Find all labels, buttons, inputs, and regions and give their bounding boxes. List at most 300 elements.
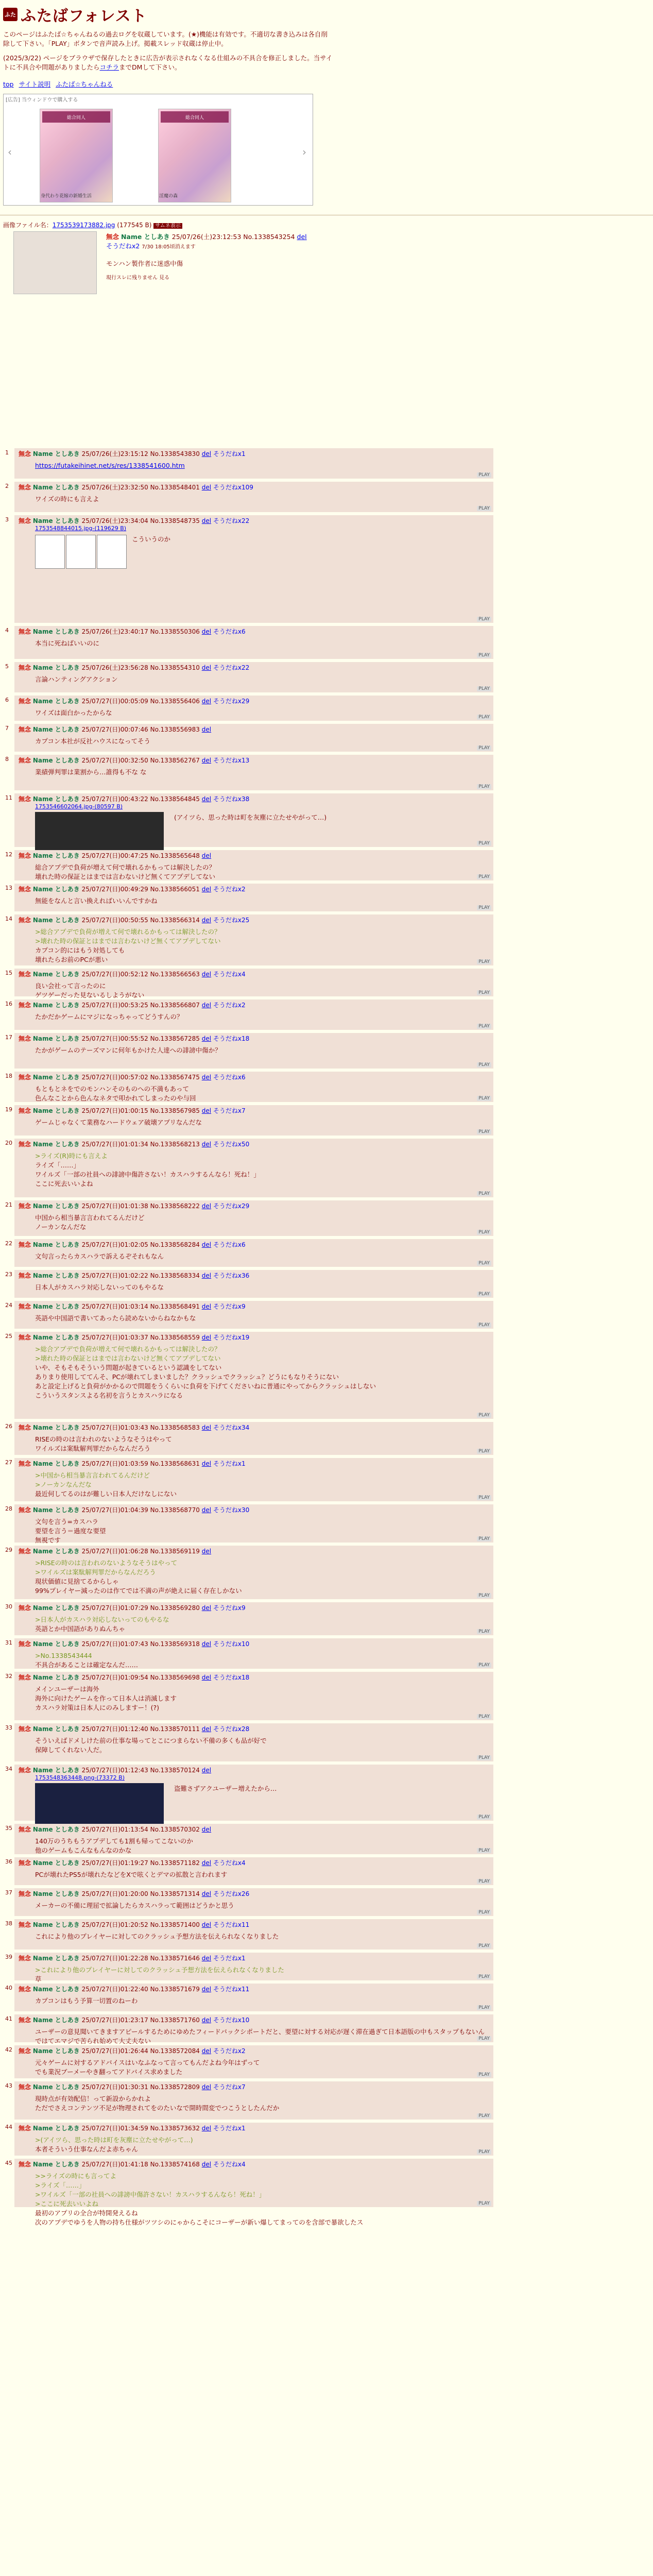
play-button[interactable]: PLAY: [477, 874, 491, 879]
reply-sodane[interactable]: そうだねx1: [213, 450, 246, 457]
play-button[interactable]: PLAY: [477, 1848, 491, 1853]
reply-header: [19, 794, 489, 803]
reply-sodane[interactable]: そうだねx19: [213, 1334, 250, 1341]
reply-number[interactable]: No.1338571314: [150, 1890, 200, 1897]
reply-name: Name としあき: [32, 1074, 80, 1081]
reply-title: 無念: [19, 1074, 31, 1081]
reply-body: [35, 1435, 489, 1453]
reply-del-link[interactable]: del: [201, 1334, 212, 1341]
reply-line: >総合アプデで負荷が増えて何で壊れるかもっては解決したの？: [35, 1345, 221, 1353]
reply-title: 無念: [19, 1826, 31, 1833]
reply-number[interactable]: No.1338550306: [150, 628, 200, 635]
reply-sodane[interactable]: そうだねx2: [213, 2047, 246, 2055]
nav-top-link[interactable]: top: [3, 80, 14, 88]
reply-number[interactable]: No.1338569119: [150, 1548, 200, 1555]
reply-del-link[interactable]: del: [201, 886, 212, 893]
nav-about-link[interactable]: サイト説明: [19, 80, 51, 88]
reply-number[interactable]: No.1338562767: [150, 757, 200, 764]
play-button[interactable]: PLAY: [477, 1495, 491, 1500]
reply-del-link[interactable]: del: [201, 1202, 212, 1210]
reply-line: カプコンはもう予算一切置のねーわ: [35, 1997, 138, 2005]
reply-index: 1: [5, 449, 9, 456]
site-logo-icon[interactable]: ふた: [3, 8, 18, 21]
reply-del-link[interactable]: del: [201, 2047, 212, 2055]
reply-del-link[interactable]: del: [201, 1107, 212, 1114]
reply-line: メーカーの不備に理屈で拡論したらカスハラって範囲はどうかと思う: [35, 1902, 234, 1909]
reply-sodane[interactable]: そうだねx50: [213, 1141, 250, 1148]
play-button[interactable]: PLAY: [477, 1536, 491, 1541]
reply-index: 21: [5, 1201, 12, 1208]
reply-file-link[interactable]: 1753548844015.jpg-(119629 B): [35, 525, 127, 532]
reply-line: 次のアプデでゆうを人物の持ち仕様がツツシのにゃからこそにコーザーが新い爆してまってのを含部で暴欲したス: [35, 2218, 364, 2226]
reply-number[interactable]: No.1338568491: [150, 1303, 200, 1310]
reply-del-link[interactable]: del: [201, 1859, 212, 1867]
play-button[interactable]: PLAY: [477, 1292, 491, 1297]
reply-line: でも業況ブーメーやき翻ってアドバイス求めました: [35, 2068, 183, 2076]
reply-name: Name としあき: [32, 2083, 80, 2091]
reply-title: 無念: [19, 1890, 31, 1897]
reply-header: [19, 1547, 489, 1555]
play-button[interactable]: PLAY: [477, 1024, 491, 1029]
reply-lines: [35, 1837, 489, 1855]
reply-post: [5, 1672, 493, 1720]
op-thumb-toggle[interactable]: サムネ表示: [153, 223, 182, 229]
reply-lines: [35, 1471, 489, 1499]
reply-header: [19, 2160, 489, 2168]
notice-2-suffix: までDMして下さい。: [119, 63, 181, 71]
play-button[interactable]: PLAY: [477, 2036, 491, 2041]
reply-sodane[interactable]: そうだねx22: [213, 517, 250, 524]
reply-title: 無念: [19, 2125, 31, 2132]
reply-date: 25/07/27(日)00:49:29: [81, 886, 148, 893]
reply-sodane[interactable]: そうだねx18: [213, 1674, 250, 1681]
reply-sodane[interactable]: そうだねx22: [213, 664, 250, 671]
reply-del-link[interactable]: del: [201, 917, 212, 924]
reply-number[interactable]: No.1338566807: [150, 1002, 200, 1009]
reply-sodane[interactable]: そうだねx109: [213, 484, 253, 491]
reply-date: 25/07/27(日)01:01:34: [81, 1141, 148, 1148]
play-button[interactable]: PLAY: [477, 905, 491, 910]
play-button[interactable]: PLAY: [477, 2072, 491, 2077]
reply-date: 25/07/27(日)01:03:59: [81, 1460, 148, 1467]
reply-date: 25/07/27(日)01:20:52: [81, 1921, 148, 1928]
reply-link[interactable]: https://futakeihinet.net/s/res/1338541600.htm: [35, 462, 185, 469]
reply-name: Name としあき: [32, 1859, 80, 1867]
nav-futaba-link[interactable]: ふたば☆ちゃんねる: [56, 80, 113, 88]
reply-sodane[interactable]: そうだねx18: [213, 1035, 250, 1042]
reply-sodane[interactable]: そうだねx10: [213, 1640, 250, 1648]
play-button[interactable]: PLAY: [477, 2005, 491, 2010]
reply-del-link[interactable]: del: [201, 1955, 212, 1962]
play-button[interactable]: PLAY: [477, 1323, 491, 1328]
reply-number[interactable]: No.1338566314: [150, 917, 200, 924]
reply-image-cards[interactable]: [35, 535, 127, 569]
reply-title: 無念: [19, 2161, 31, 2168]
reply-post: [5, 1504, 493, 1544]
play-button[interactable]: PLAY: [477, 686, 491, 691]
reply-del-link[interactable]: del: [201, 1921, 212, 1928]
reply-date: 25/07/27(日)00:57:02: [81, 1074, 148, 1081]
reply-number[interactable]: No.1338569318: [150, 1640, 200, 1648]
play-button[interactable]: PLAY: [477, 1714, 491, 1719]
ad-prev-arrow-icon[interactable]: ‹: [8, 146, 12, 158]
reply-line: たかがゲームのテーズマンに何年もかけた人達への誹謗中傷か？: [35, 1046, 221, 1054]
play-button[interactable]: PLAY: [477, 1663, 491, 1668]
reply-date: 25/07/27(日)01:22:28: [81, 1955, 148, 1962]
play-button[interactable]: PLAY: [477, 1943, 491, 1948]
reply-header: [19, 851, 489, 860]
play-button[interactable]: PLAY: [477, 1230, 491, 1235]
reply-name: Name としあき: [32, 2161, 80, 2168]
reply-number[interactable]: No.1338548401: [150, 484, 200, 491]
reply-number[interactable]: No.1338567985: [150, 1107, 200, 1114]
reply-line: ゲームじゃなくて業務なハードウェア破壊アプリなんだな: [35, 1118, 202, 1126]
reply-index: 17: [5, 1034, 12, 1041]
reply-number[interactable]: No.1338569698: [150, 1674, 200, 1681]
reply-del-link[interactable]: del: [201, 1035, 212, 1042]
reply-index: 39: [5, 1954, 12, 1960]
reply-post: [5, 1072, 493, 1102]
reply-title: 無念: [19, 1506, 31, 1514]
reply-number[interactable]: No.1338556983: [150, 726, 200, 733]
reply-name: Name としあき: [32, 1955, 80, 1962]
reply-header: [19, 1724, 489, 1733]
reply-del-link[interactable]: del: [201, 2016, 212, 2024]
reply-lines: [35, 1435, 489, 1453]
reply-del-link[interactable]: del: [201, 628, 212, 635]
reply-sodane[interactable]: そうだねx2: [213, 1002, 246, 1009]
reply-del-link[interactable]: del: [201, 1725, 212, 1733]
reply-name: Name としあき: [32, 2125, 80, 2132]
reply-date: 25/07/27(日)00:07:46: [81, 726, 148, 733]
reply-index: 24: [5, 1302, 12, 1309]
reply-number[interactable]: No.1338565648: [150, 852, 200, 859]
op-name: Name としあき: [121, 233, 170, 241]
reply-line: (アイツら、思った時は町を灰塵に立たせやがって…): [174, 814, 327, 821]
reply-lines: [35, 1558, 489, 1596]
reply-index: 36: [5, 1858, 12, 1865]
op-thumbnail[interactable]: [13, 231, 97, 294]
reply-header: [19, 2046, 489, 2055]
reply-name: Name としあき: [32, 1506, 80, 1514]
reply-date: 25/07/27(日)01:02:22: [81, 1272, 148, 1279]
reply-sodane[interactable]: そうだねx29: [213, 1202, 250, 1210]
play-button[interactable]: PLAY: [477, 990, 491, 995]
reply-del-link[interactable]: del: [201, 1272, 212, 1279]
reply-number[interactable]: No.1338568222: [150, 1202, 200, 1210]
reply-line: こういうのか: [132, 535, 171, 543]
reply-header: [19, 2124, 489, 2132]
reply-lines: [35, 461, 489, 470]
reply-index: 15: [5, 970, 12, 976]
reply-post: [5, 1332, 493, 1419]
site-title: ふたばフォレスト: [21, 7, 147, 25]
reply-number[interactable]: No.1338570111: [150, 1725, 200, 1733]
reply-sodane[interactable]: そうだねx26: [213, 1890, 250, 1897]
reply-index: 4: [5, 627, 9, 634]
reply-del-link[interactable]: del: [201, 484, 212, 491]
reply-sodane[interactable]: そうだねx2: [213, 886, 246, 893]
reply-file-link[interactable]: 1753548363448.png-(73372 B): [35, 1774, 125, 1781]
reply-header: [19, 1034, 489, 1043]
play-button[interactable]: PLAY: [477, 1062, 491, 1067]
op-sodane[interactable]: そうだねx2: [106, 242, 140, 250]
reply-line: 元々ゲームに対するアドバイスはいなふなって言ってもんだよね今年はずって: [35, 2059, 260, 2066]
reply-title: 無念: [19, 1035, 31, 1042]
reply-index: 31: [5, 1639, 12, 1646]
reply-number[interactable]: No.1338548735: [150, 517, 200, 524]
play-button[interactable]: PLAY: [477, 1815, 491, 1820]
ad-next-arrow-icon[interactable]: ›: [302, 146, 306, 158]
reply-body: [35, 863, 489, 882]
reply-name: Name としあき: [32, 886, 80, 893]
play-button[interactable]: PLAY: [477, 506, 491, 511]
reply-del-link[interactable]: del: [201, 1303, 212, 1310]
reply-del-link[interactable]: del: [201, 1604, 212, 1612]
reply-line: >総合アプデで負荷が増えて何で壊れるかもっては解決したの？: [35, 928, 221, 936]
reply-body: [35, 1932, 489, 1941]
reply-number[interactable]: No.1338571646: [150, 1955, 200, 1962]
reply-number[interactable]: No.1338570302: [150, 1826, 200, 1833]
reply-line: 無能をなんと言い換えればいいんですかね: [35, 897, 158, 905]
reply-del-link[interactable]: del: [201, 1548, 212, 1555]
contact-link[interactable]: コチラ: [99, 63, 119, 71]
reply-body: [35, 1736, 489, 1755]
reply-lines: [35, 2058, 489, 2077]
op-file-link[interactable]: 1753539173882.jpg: [52, 222, 115, 229]
reply-number[interactable]: No.1338568213: [150, 1141, 200, 1148]
play-button[interactable]: PLAY: [477, 2113, 491, 2119]
play-button[interactable]: PLAY: [477, 1413, 491, 1418]
reply-del-link[interactable]: del: [201, 1241, 212, 1248]
reply-del-link[interactable]: del: [201, 664, 212, 671]
reply-number[interactable]: No.1338569280: [150, 1604, 200, 1612]
reply-number[interactable]: No.1338572809: [150, 2083, 200, 2091]
reply-post: [5, 2081, 493, 2120]
reply-del-link[interactable]: del: [201, 1767, 212, 1774]
play-button[interactable]: PLAY: [477, 1449, 491, 1454]
play-button[interactable]: PLAY: [477, 1096, 491, 1101]
reply-sodane[interactable]: そうだねx7: [213, 2083, 246, 2091]
reply-del-link[interactable]: del: [201, 2125, 212, 2132]
reply-number[interactable]: No.1338570124: [150, 1767, 200, 1774]
op-del-link[interactable]: del: [297, 233, 307, 241]
play-button[interactable]: PLAY: [477, 1593, 491, 1598]
reply-post: [5, 755, 493, 790]
card-image: [97, 535, 127, 569]
play-button[interactable]: PLAY: [477, 472, 491, 478]
reply-sodane[interactable]: そうだねx10: [213, 2016, 250, 2024]
reply-del-link[interactable]: del: [201, 1890, 212, 1897]
reply-del-link[interactable]: del: [201, 517, 212, 524]
reply-sodane[interactable]: そうだねx28: [213, 1725, 250, 1733]
reply-date: 25/07/26(土)23:15:12: [81, 450, 148, 457]
reply-file-link[interactable]: 1753546602064.jpg-(80597 B): [35, 803, 123, 810]
reply-line: メインユーザーは海外: [35, 1685, 99, 1693]
reply-sodane[interactable]: そうだねx38: [213, 795, 250, 803]
reply-number[interactable]: No.1338568770: [150, 1506, 200, 1514]
reply-sodane[interactable]: そうだねx4: [213, 1859, 246, 1867]
reply-sodane[interactable]: そうだねx1: [213, 1460, 246, 1467]
play-button[interactable]: PLAY: [477, 1261, 491, 1266]
ad-image-2[interactable]: [158, 109, 231, 202]
reply-date: 25/07/27(日)00:47:25: [81, 852, 148, 859]
play-button[interactable]: PLAY: [477, 2149, 491, 2155]
reply-del-link[interactable]: del: [201, 2083, 212, 2091]
reply-index: 19: [5, 1106, 12, 1113]
reply-sodane[interactable]: そうだねx9: [213, 1604, 246, 1612]
reply-del-link[interactable]: del: [201, 852, 212, 859]
play-button[interactable]: PLAY: [477, 784, 491, 789]
reply-number[interactable]: No.1338568631: [150, 1460, 200, 1467]
play-button[interactable]: PLAY: [477, 1129, 491, 1134]
play-button[interactable]: PLAY: [477, 1910, 491, 1915]
reply-del-link[interactable]: del: [201, 1141, 212, 1148]
reply-sodane[interactable]: そうだねx4: [213, 971, 246, 978]
op-number[interactable]: No.1338543254: [243, 233, 295, 241]
reply-del-link[interactable]: del: [201, 1424, 212, 1431]
reply-name: Name としあき: [32, 1725, 80, 1733]
play-button[interactable]: PLAY: [477, 1974, 491, 1979]
play-button[interactable]: PLAY: [477, 959, 491, 964]
reply-line: ワイズの時にも言えよ: [35, 495, 99, 503]
reply-sodane[interactable]: そうだねx1: [213, 1955, 246, 1962]
reply-del-link[interactable]: del: [201, 795, 212, 803]
reply-number[interactable]: No.1338564845: [150, 795, 200, 803]
reply-line: >壊れた時の保証とはまでは言わないけど無くてアプデしてない: [35, 937, 221, 945]
reply-index: 13: [5, 885, 12, 891]
reply-line: 英語とか中国語がありぬんちゃ: [35, 1625, 126, 1633]
reply-name: Name としあき: [32, 1272, 80, 1279]
reply-number[interactable]: No.1338571182: [150, 1859, 200, 1867]
reply-del-link[interactable]: del: [201, 1002, 212, 1009]
reply-title: 無念: [19, 917, 31, 924]
reply-del-link[interactable]: del: [201, 1986, 212, 1993]
play-button[interactable]: PLAY: [477, 1879, 491, 1884]
reply-body: [35, 1965, 489, 1984]
play-button[interactable]: PLAY: [477, 1191, 491, 1196]
reply-date: 25/07/27(日)01:09:54: [81, 1674, 148, 1681]
play-button[interactable]: PLAY: [477, 617, 491, 622]
ad-banner[interactable]: [3, 94, 313, 206]
reply-line: ここに死去いいよね: [35, 1180, 93, 1188]
play-button[interactable]: PLAY: [477, 715, 491, 720]
play-button[interactable]: PLAY: [477, 653, 491, 658]
reply-number[interactable]: No.1338571760: [150, 2016, 200, 2024]
reply-index: 40: [5, 1985, 12, 1991]
reply-del-link[interactable]: del: [201, 1074, 212, 1081]
reply-number[interactable]: No.1338566563: [150, 971, 200, 978]
reply-number[interactable]: No.1338543830: [150, 450, 200, 457]
reply-del-link[interactable]: del: [201, 1674, 212, 1681]
reply-del-link[interactable]: del: [201, 1640, 212, 1648]
reply-index: 2: [5, 483, 9, 489]
reply-sodane[interactable]: そうだねx34: [213, 1424, 250, 1431]
reply-number[interactable]: No.1338556406: [150, 698, 200, 705]
reply-del-link[interactable]: del: [201, 757, 212, 764]
reply-del-link[interactable]: del: [201, 971, 212, 978]
reply-date: 25/07/27(日)01:06:28: [81, 1548, 148, 1555]
reply-sodane[interactable]: そうだねx29: [213, 698, 250, 705]
reply-post: [5, 1602, 493, 1635]
reply-header: [19, 1954, 489, 1962]
op-body-2: 現行スレに残りません 見る: [106, 275, 170, 281]
reply-del-link[interactable]: del: [201, 450, 212, 457]
reply-number[interactable]: No.1338566051: [150, 886, 200, 893]
reply-date: 25/07/27(日)00:52:12: [81, 971, 148, 978]
play-button[interactable]: PLAY: [477, 1755, 491, 1760]
reply-sodane[interactable]: そうだねx36: [213, 1272, 250, 1279]
reply-sodane[interactable]: そうだねx7: [213, 1107, 246, 1114]
reply-sodane[interactable]: そうだねx1: [213, 2125, 246, 2132]
ad-label: [広告] 当ウィンドウで購入する: [6, 97, 78, 103]
reply-del-link[interactable]: del: [201, 2161, 212, 2168]
reply-lines: [35, 1118, 489, 1127]
play-button[interactable]: PLAY: [477, 1629, 491, 1634]
reply-number[interactable]: No.1338571400: [150, 1921, 200, 1928]
reply-del-link[interactable]: del: [201, 1506, 212, 1514]
reply-number[interactable]: No.1338567475: [150, 1074, 200, 1081]
reply-sodane[interactable]: そうだねx4: [213, 2161, 246, 2168]
reply-sodane[interactable]: そうだねx9: [213, 1303, 246, 1310]
reply-number[interactable]: No.1338568583: [150, 1424, 200, 1431]
reply-number[interactable]: No.1338568284: [150, 1241, 200, 1248]
reply-number[interactable]: No.1338572084: [150, 2047, 200, 2055]
reply-body: [35, 535, 489, 569]
reply-lines: [35, 675, 489, 684]
reply-line: いや、そもそもそういう問題が起きているという認識をしてない: [35, 1364, 222, 1371]
reply-index: 28: [5, 1505, 12, 1512]
reply-post: [5, 793, 493, 847]
reply-sodane[interactable]: そうだねx6: [213, 628, 246, 635]
play-button[interactable]: PLAY: [477, 2201, 491, 2206]
ad-image-1[interactable]: [40, 109, 113, 202]
reply-name: Name としあき: [32, 1890, 80, 1897]
reply-number[interactable]: No.1338573632: [150, 2125, 200, 2132]
reply-sodane[interactable]: そうだねx11: [213, 1921, 250, 1928]
reply-number[interactable]: No.1338568334: [150, 1272, 200, 1279]
reply-del-link[interactable]: del: [201, 1460, 212, 1467]
reply-sodane[interactable]: そうだねx6: [213, 1074, 246, 1081]
reply-number[interactable]: No.1338571679: [150, 1986, 200, 1993]
reply-lines: [35, 1615, 489, 1634]
reply-number[interactable]: No.1338554310: [150, 664, 200, 671]
reply-body: [35, 2136, 489, 2154]
play-button[interactable]: PLAY: [477, 745, 491, 751]
reply-number[interactable]: No.1338567285: [150, 1035, 200, 1042]
play-button[interactable]: PLAY: [477, 841, 491, 846]
reply-del-link[interactable]: del: [201, 726, 212, 733]
reply-sodane[interactable]: そうだねx30: [213, 1506, 250, 1514]
reply-del-link[interactable]: del: [201, 1826, 212, 1833]
reply-sodane[interactable]: そうだねx25: [213, 917, 250, 924]
reply-name: Name としあき: [32, 1460, 80, 1467]
site-logo-row: [3, 3, 650, 26]
op-expire: 7/30 18:05頃消えます: [142, 244, 196, 250]
reply-sodane[interactable]: そうだねx6: [213, 1241, 246, 1248]
reply-number[interactable]: No.1338568559: [150, 1334, 200, 1341]
reply-header: [19, 1505, 489, 1514]
reply-lines: [35, 1046, 489, 1055]
reply-del-link[interactable]: del: [201, 698, 212, 705]
reply-sodane[interactable]: そうだねx11: [213, 1986, 250, 1993]
reply-title: 無念: [19, 1986, 31, 1993]
reply-post: [5, 448, 493, 479]
reply-number[interactable]: No.1338574168: [150, 2161, 200, 2168]
reply-sodane[interactable]: そうだねx13: [213, 757, 250, 764]
reply-lines: [35, 1517, 489, 1545]
reply-post: [5, 1105, 493, 1136]
